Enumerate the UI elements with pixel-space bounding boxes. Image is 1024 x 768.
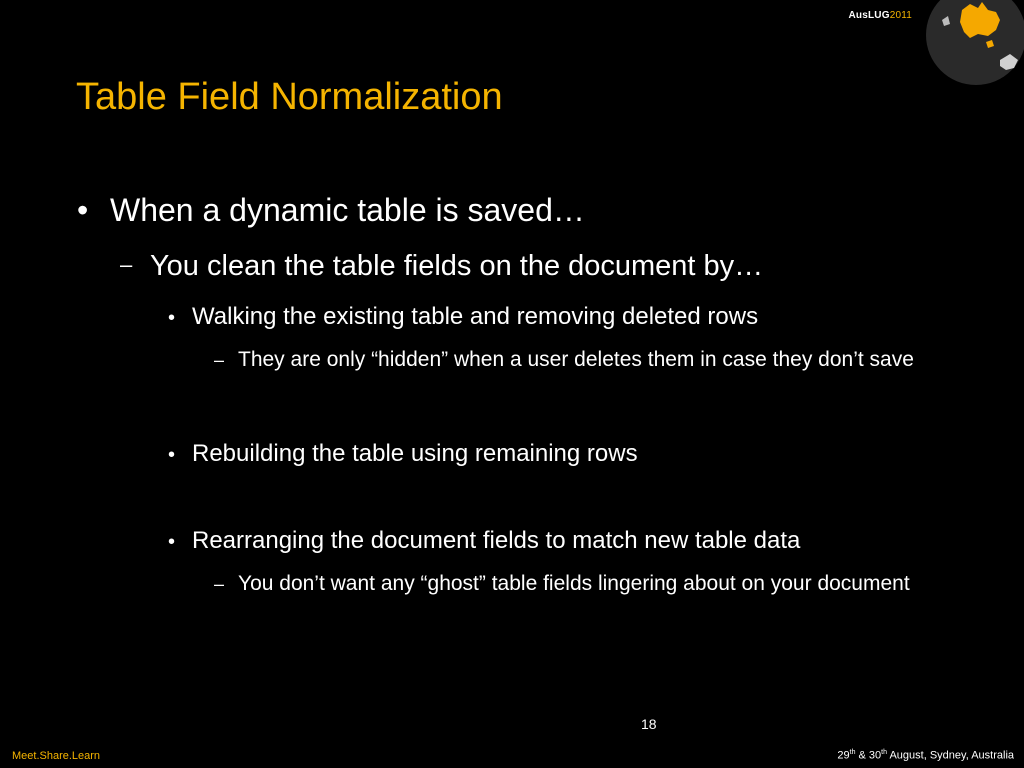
bullet-dot-icon: • [168, 531, 176, 553]
date-location: August, Sydney, Australia [887, 749, 1014, 762]
bullet-dot-icon: • [168, 444, 176, 466]
bullet-text: You don’t want any “ghost” table fields lingering about on your document [238, 572, 910, 595]
bullet-text: Rebuilding the table using remaining rows [192, 440, 638, 467]
brand-logo-text [848, 10, 912, 21]
bullet-text: Rearranging the document fields to match new table data [192, 527, 801, 554]
bullet-level3 [168, 440, 638, 468]
slide-title: Table Field Normalization [76, 76, 503, 118]
bullet-text: When a dynamic table is saved… [110, 192, 585, 228]
date-suffix1: th [849, 749, 856, 756]
brand-year: 2011 [889, 10, 912, 21]
bullet-dot-icon: • [77, 192, 89, 228]
date-day2: 30 [868, 749, 882, 762]
bullet-level2 [120, 250, 763, 283]
date-day1: 29 [837, 749, 850, 762]
bullet-level4 [214, 346, 954, 374]
bullet-dot-icon: • [168, 307, 176, 329]
footer-event-date [837, 749, 1014, 762]
globe-australia-icon [922, 0, 1024, 90]
bullet-level4 [214, 570, 954, 598]
date-suffix2: th [881, 749, 888, 756]
footer-tagline: Meet.Share.Learn [12, 750, 101, 762]
page-number: 18 [641, 716, 657, 732]
bullet-text: Walking the existing table and removing deleted rows [192, 303, 759, 330]
bullet-level3 [168, 303, 758, 331]
bullet-text: You clean the table fields on the document by… [150, 250, 764, 282]
bullet-level3 [168, 527, 800, 555]
dash-icon: – [214, 350, 225, 370]
dash-icon: – [214, 574, 225, 594]
brand-name: AusLUG [848, 10, 890, 21]
bullet-level1 [77, 192, 585, 229]
dash-icon: – [120, 252, 133, 277]
date-amp: & [855, 749, 869, 762]
bullet-text: They are only “hidden” when a user deletes them in case they don’t save [238, 348, 914, 371]
